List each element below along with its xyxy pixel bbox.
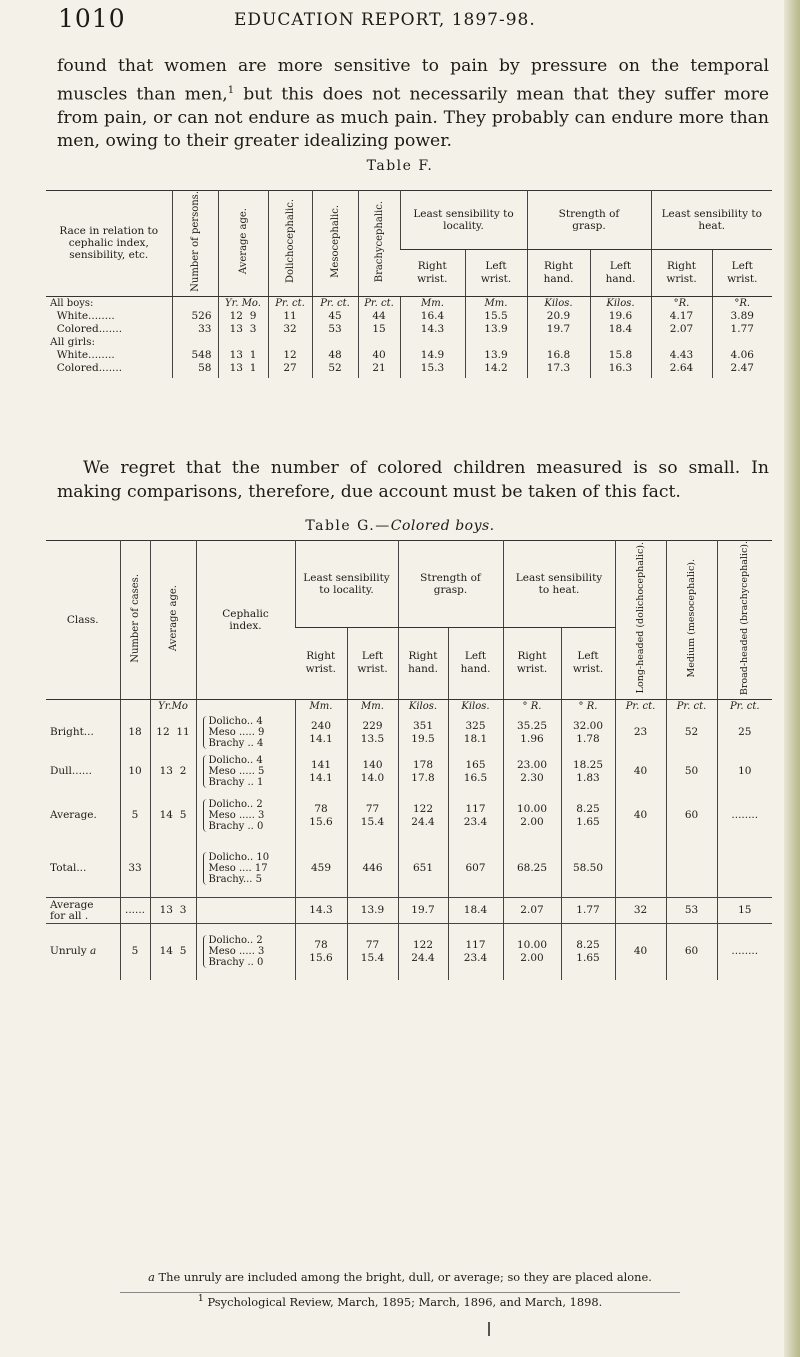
comparison-paragraph: We regret that the number of colored children measured is so small. In making comparisons, therefore, due account must be taken of this fact.: [57, 458, 769, 502]
row-label: White........: [56, 310, 115, 323]
table-row: [46, 362, 772, 378]
intro-text-end: but this does not necessarily mean that they suffer more from pain, or can not endure as much pain. They probably can endure more than men, owing to their greater idealizing power.: [57, 84, 770, 152]
cell-medium: 50: [666, 752, 717, 792]
cell-age: 13 3: [218, 323, 268, 336]
total-row: [46, 840, 772, 898]
unit-mm: Mm.: [465, 296, 527, 310]
table-f-caption: Table F.: [366, 158, 434, 174]
table-row: [46, 714, 772, 752]
intro-paragraph: [57, 55, 769, 154]
cell-grasp-right: 122 24.4: [398, 924, 448, 980]
cephalic-header: Cephalic index.: [196, 541, 295, 700]
cell-number: 5: [120, 792, 150, 840]
cell-grasp-left: 165 16.5: [448, 752, 503, 792]
cell-loc-right: 16.4: [400, 310, 465, 323]
strength-header: Strength of grasp.: [398, 541, 503, 628]
unit-r: ° R.: [561, 700, 615, 714]
cell-grasp-left: 18.4: [448, 898, 503, 924]
cell-heat-left: 1.77: [561, 898, 615, 924]
average-row: [46, 898, 772, 924]
cell-loc-right: 78 15.6: [295, 792, 347, 840]
number-header: Number of persons.: [172, 191, 218, 297]
cell-heat-right: 10.00 2.00: [503, 924, 561, 980]
row-label: Unruly a: [50, 945, 97, 958]
right-wrist-header: Right wrist.: [295, 627, 347, 700]
cell-heat-right: 35.25 1.96: [503, 714, 561, 752]
dolicho-header: Dolichocephalic.: [268, 191, 312, 297]
cell-loc-right: 78 15.6: [295, 924, 347, 980]
cell-loc-left: 15.5: [465, 310, 527, 323]
cell-brachy: 21: [358, 362, 400, 378]
cell-dolicho: 12: [268, 349, 312, 362]
cell-number: ......: [120, 898, 150, 924]
cell-grasp-left: 15.8: [590, 349, 651, 362]
cell-number: 33: [172, 323, 218, 336]
cell-loc-right: 14.3: [295, 898, 347, 924]
heat-right-wrist-header: Right wrist.: [651, 249, 712, 296]
age-header: Average age.: [150, 541, 196, 700]
cell-heat-left: 8.25 1.65: [561, 924, 615, 980]
cell-number: 18: [120, 714, 150, 752]
unit-mm: Mm.: [400, 296, 465, 310]
cell-heat-left: 3.89: [712, 310, 772, 323]
cell-broad-headed: 25: [717, 714, 772, 752]
unit-pct: Pr. ct.: [615, 700, 666, 714]
broad-headed-header: Broad-headed (brachycephalic).: [717, 541, 772, 700]
row-label: Average for all .: [46, 898, 120, 924]
cell-grasp-right: 19.7: [398, 898, 448, 924]
cell-age: 13 3: [150, 898, 196, 924]
cell-heat-right: 2.64: [651, 362, 712, 378]
cell-heat-right: 10.00 2.00: [503, 792, 561, 840]
cell-loc-left: 446: [347, 840, 398, 898]
row-label: Dull......: [50, 765, 92, 778]
footnote-ref-1: 1: [227, 84, 235, 96]
unit-mm: Mm.: [295, 700, 347, 714]
table-row: [46, 310, 772, 323]
cell-cephalic: Dolicho.. 10 Meso .... 17 Brachy... 5: [196, 840, 295, 898]
cell-meso: 45: [312, 310, 358, 323]
table-row: [46, 349, 772, 362]
unruly-row: [46, 924, 772, 980]
cell-broad-headed: 15: [717, 898, 772, 924]
cell-grasp-right: 351 19.5: [398, 714, 448, 752]
heat-left-wrist-header: Left wrist.: [712, 249, 772, 296]
table-g-caption: Table G.—Colored boys.: [305, 518, 495, 534]
cell-grasp-left: 325 18.1: [448, 714, 503, 752]
medium-header: Medium (mesocephalic).: [666, 541, 717, 700]
running-title: EDUCATION REPORT, 1897-98.: [234, 10, 536, 30]
locality-header: Least sensibility to locality.: [400, 191, 527, 250]
class-header: Class.: [46, 541, 120, 700]
cell-broad-headed: ........: [717, 924, 772, 980]
race-header: Race in relation to cephalic index, sensibility, etc.: [46, 191, 172, 297]
cell-heat-right: 4.43: [651, 349, 712, 362]
table-row: [46, 752, 772, 792]
long-headed-header: Long-headed (dolichocephalic).: [615, 541, 666, 700]
cell-heat-left: 4.06: [712, 349, 772, 362]
cell-loc-left: 140 14.0: [347, 752, 398, 792]
cell-loc-left: 229 13.5: [347, 714, 398, 752]
left-wrist-header: Left wrist.: [347, 627, 398, 700]
heat-right-wrist-header: Right wrist.: [503, 627, 561, 700]
page-footnote: $^1$ Psychological Review, March, 1895; March, 1896, and March, 1898.: [120, 1292, 680, 1309]
right-hand-header: Right hand.: [398, 627, 448, 700]
left-wrist-header: Left wrist.: [465, 249, 527, 296]
heat-left-wrist-header: Left wrist.: [561, 627, 615, 700]
cell-broad-headed: ........: [717, 792, 772, 840]
row-label: Bright...: [50, 726, 94, 739]
cell-cephalic: Dolicho.. 4 Meso ..... 9 Brachy .. 4: [196, 714, 295, 752]
strength-header: Strength of grasp.: [527, 191, 651, 250]
cell-meso: 53: [312, 323, 358, 336]
cell-grasp-right: 17.3: [527, 362, 590, 378]
cell-number: 5: [120, 924, 150, 980]
unit-pct: Pr. ct.: [717, 700, 772, 714]
number-header: Number of cases.: [120, 541, 150, 700]
page-number: 1010: [58, 4, 126, 33]
table-f: [46, 190, 772, 378]
cell-heat-left: 32.00 1.78: [561, 714, 615, 752]
cell-medium: 52: [666, 714, 717, 752]
cell-grasp-left: 18.4: [590, 323, 651, 336]
cell-grasp-right: 651: [398, 840, 448, 898]
unit-pct: Pr. ct.: [312, 296, 358, 310]
intro-text: found that women are more sensitive to pain by pressure on the temporal muscles than men,: [57, 56, 769, 105]
cell-loc-right: 141 14.1: [295, 752, 347, 792]
group-girls: All girls:: [50, 336, 96, 349]
cell-broad-headed: 10: [717, 752, 772, 792]
cell-medium: 60: [666, 792, 717, 840]
unit-kilos: Kilos.: [448, 700, 503, 714]
cell-grasp-left: 607: [448, 840, 503, 898]
cell-heat-left: 8.25 1.65: [561, 792, 615, 840]
right-hand-header: Right hand.: [527, 249, 590, 296]
cell-long-headed: 40: [615, 924, 666, 980]
cell-loc-left: 77 15.4: [347, 924, 398, 980]
row-label: White........: [56, 349, 115, 362]
group-boys: All boys:: [50, 298, 94, 310]
cell-heat-right: 4.17: [651, 310, 712, 323]
cell-grasp-left: 16.3: [590, 362, 651, 378]
cell-age: 13 2: [150, 752, 196, 792]
meso-header: Mesocephalic.: [312, 191, 358, 297]
table-g: [46, 540, 772, 980]
cell-loc-left: 14.2: [465, 362, 527, 378]
cell-heat-right: 68.25: [503, 840, 561, 898]
cell-grasp-right: 122 24.4: [398, 792, 448, 840]
cell-long-headed: 40: [615, 792, 666, 840]
right-wrist-header: Right wrist.: [400, 249, 465, 296]
heat-header: Least sensibility to heat.: [503, 541, 615, 628]
cell-loc-left: 13.9: [465, 349, 527, 362]
cell-age: [150, 840, 196, 898]
cell-brachy: 15: [358, 323, 400, 336]
table-row: [46, 323, 772, 336]
cell-number: 33: [120, 840, 150, 898]
cell-heat-left: 18.25 1.83: [561, 752, 615, 792]
cell-age: 13 1: [218, 362, 268, 378]
cell-long-headed: 40: [615, 752, 666, 792]
unit-r: °R.: [651, 296, 712, 310]
unit-pct: Pr. ct.: [268, 296, 312, 310]
unit-r: °R.: [712, 296, 772, 310]
cell-brachy: 44: [358, 310, 400, 323]
cell-heat-left: 2.47: [712, 362, 772, 378]
cell-grasp-left: 117 23.4: [448, 924, 503, 980]
cell-grasp-right: 16.8: [527, 349, 590, 362]
cell-age: 13 1: [218, 349, 268, 362]
cell-loc-right: 14.3: [400, 323, 465, 336]
cell-cephalic: Dolicho.. 4 Meso ..... 5 Brachy .. 1: [196, 752, 295, 792]
row-label: Total...: [46, 840, 120, 898]
row-label: Colored.......: [56, 323, 123, 336]
cell-medium: 60: [666, 924, 717, 980]
cell-loc-right: 459: [295, 840, 347, 898]
unit-age: Yr.Mo: [150, 700, 196, 714]
cell-cephalic: Dolicho.. 2 Meso ..... 3 Brachy .. 0: [196, 792, 295, 840]
unit-pct: Pr. ct.: [358, 296, 400, 310]
cell-age: 12 9: [218, 310, 268, 323]
row-label: Colored.......: [56, 362, 123, 375]
cell-dolicho: 32: [268, 323, 312, 336]
row-label: Average.: [50, 809, 97, 822]
unit-mm: Mm.: [347, 700, 398, 714]
left-hand-header: Left hand.: [590, 249, 651, 296]
cell-loc-left: 77 15.4: [347, 792, 398, 840]
cell-heat-right: 2.07: [651, 323, 712, 336]
cell-grasp-left: 19.6: [590, 310, 651, 323]
ink-mark: [488, 1322, 490, 1336]
cell-age: 12 11: [150, 714, 196, 752]
cell-long-headed: 23: [615, 714, 666, 752]
left-hand-header: Left hand.: [448, 627, 503, 700]
cell-age: 14 5: [150, 792, 196, 840]
cell-long-headed: 32: [615, 898, 666, 924]
unit-age: Yr. Mo.: [218, 296, 268, 310]
table-footnote: a The unruly are included among the bright, dull, or average; so they are placed alone.: [148, 1270, 652, 1284]
cell-meso: 48: [312, 349, 358, 362]
page-edge-shadow: [784, 0, 800, 1357]
heat-header: Least sensibility to heat.: [651, 191, 772, 250]
unit-kilos: Kilos.: [527, 296, 590, 310]
cell-cephalic: Dolicho.. 2 Meso ..... 3 Brachy .. 0: [196, 924, 295, 980]
cell-number: 10: [120, 752, 150, 792]
cell-grasp-right: 20.9: [527, 310, 590, 323]
running-head: [58, 4, 758, 38]
cell-grasp-right: 19.7: [527, 323, 590, 336]
cell-heat-left: 58.50: [561, 840, 615, 898]
cell-heat-right: 2.07: [503, 898, 561, 924]
brachy-header: Brachycephalic.: [358, 191, 400, 297]
cell-number: 58: [172, 362, 218, 378]
age-header: Average age.: [218, 191, 268, 297]
table-row: [46, 792, 772, 840]
cell-loc-right: 240 14.1: [295, 714, 347, 752]
cell-heat-right: 23.00 2.30: [503, 752, 561, 792]
cell-meso: 52: [312, 362, 358, 378]
locality-header: Least sensibility to locality.: [295, 541, 398, 628]
cell-grasp-left: 117 23.4: [448, 792, 503, 840]
cell-grasp-right: 178 17.8: [398, 752, 448, 792]
cell-loc-left: 13.9: [347, 898, 398, 924]
cell-brachy: 40: [358, 349, 400, 362]
cell-dolicho: 27: [268, 362, 312, 378]
cell-number: 548: [172, 349, 218, 362]
cell-loc-left: 13.9: [465, 323, 527, 336]
unit-pct: Pr. ct.: [666, 700, 717, 714]
cell-dolicho: 11: [268, 310, 312, 323]
cell-number: 526: [172, 310, 218, 323]
cell-age: 14 5: [150, 924, 196, 980]
unit-kilos: Kilos.: [398, 700, 448, 714]
unit-kilos: Kilos.: [590, 296, 651, 310]
unit-r: ° R.: [503, 700, 561, 714]
cell-heat-left: 1.77: [712, 323, 772, 336]
cell-loc-right: 15.3: [400, 362, 465, 378]
cell-loc-right: 14.9: [400, 349, 465, 362]
cell-medium: 53: [666, 898, 717, 924]
